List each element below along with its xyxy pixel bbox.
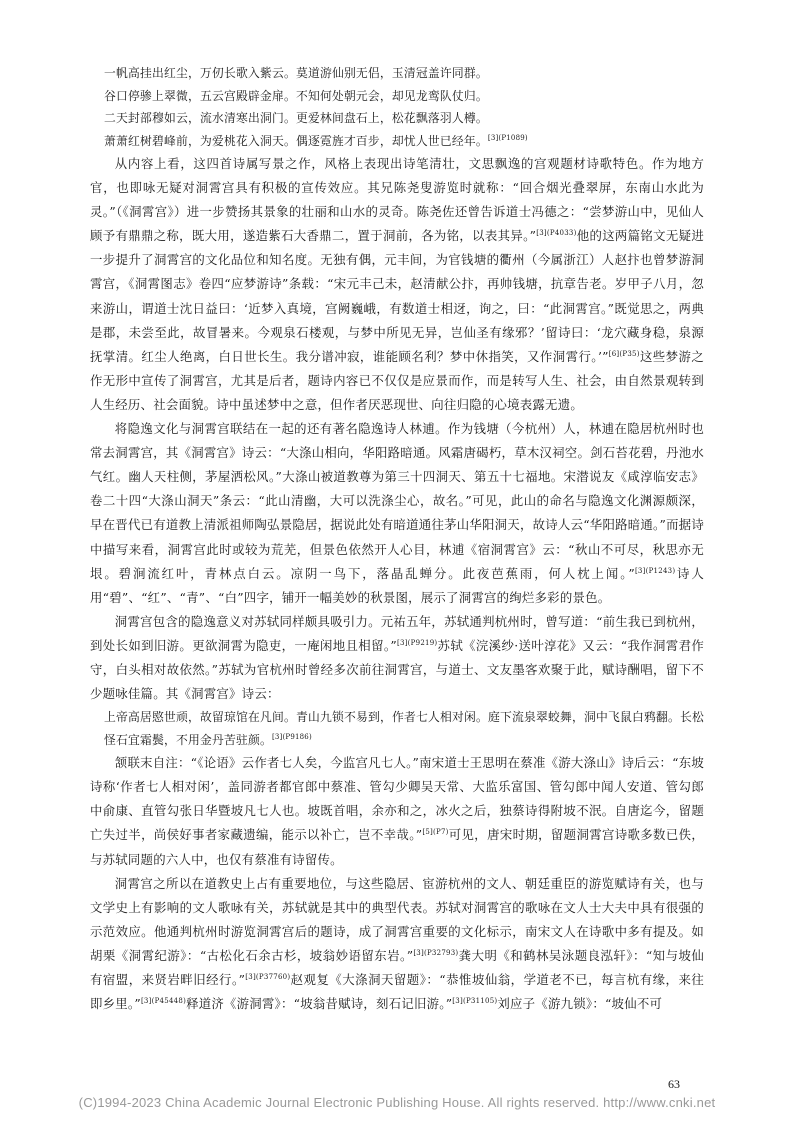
paragraph-text: 龚大明《和鹤林吴泳题良泓轩》：“知与坡仙有宿盟，来贤岩畔旧经行。” xyxy=(90,947,704,987)
citation-note: [3](P32793) xyxy=(413,948,459,957)
paragraph xyxy=(90,610,704,706)
paragraph xyxy=(90,417,704,610)
poem-line: 二天封部穆如云，流水清寒出洞门。更爱林间盘石上，松花飘落羽人樽。 xyxy=(104,111,488,125)
poem-line: 谷口停骖上翠微，五云宫殿辟金扉。不知何处朝元会，却见龙鸾队仗归。 xyxy=(104,88,488,103)
citation-note: [3](P9219) xyxy=(397,638,438,647)
copyright-footer: (C)1994-2023 China Academic Journal Electronic Publishing House. All rights reserved. http://www.cnki.net xyxy=(78,1095,716,1110)
quote-text: 上帝高居愍世顽，故留琼馆在凡间。青山九锁不易到，作者七人相对闲。庭下流泉翠蛟舞，洞中飞鼠白鸦翻。长松怪石宜霜鬓，不用金丹苦驻颜。 xyxy=(104,710,704,747)
citation-note: [6](P35) xyxy=(608,349,640,358)
paragraph-text: 将隐逸文化与洞霄宫联结在一起的还有著名隐逸诗人林逋。作为钱塘（今杭州）人，林逋在隐居杭州时也常去洞霄宫，其《洞霄宫》诗云：“大涤山相向，华阳路暗通。风霜唐碣朽，草木汉祠空。剑石苔花碧，丹池水气红。幽人天柱侧，茅屋洒松风。”大涤山被道教尊为第三十四洞天、第五十七福地。宋潜说友《咸淳临安志》卷二十四“大涤山洞天”条云：“此山清幽，大可以洗涤尘心，故名。”可见，此山的命名与隐逸文化渊源颇深，早在晋代已有道教上清派祖师陶弘景隐居，据说此处有暗道通往茅山华阳洞天，故诗人云“华阳路暗通。”而据诗中描写来看，洞霄宫此时或较为荒芜，但景色依然开人心目，林逋《宿洞霄宫》云：“秋山不可尽，秋思亦无垠。碧涧流红叶，青林点白云。凉阴一鸟下，落晶乱蝉分。此夜芭蕉雨，何人枕上闻。” xyxy=(90,421,704,581)
paragraph xyxy=(90,872,704,1017)
paragraph-text: 苏轼《浣溪纱·送叶淳花》又云：“我作洞霄君作守，白头相对故依然。”苏轼为官杭州时曾经多次前往洞霄宫，与道士、文友墨客欢聚于此，赋诗酬唱，留下不少题咏佳篇。其《洞霄宫》诗云： xyxy=(90,637,704,702)
citation-note: [3](P1243) xyxy=(634,566,676,575)
citation-note: [3](P4033) xyxy=(536,229,577,238)
poem-line: 一帆高挂出红尘，万仞长歌入紫云。莫道游仙别无侣，玉清冠盖许同群。 xyxy=(104,66,488,80)
paragraph-text: 他的这两篇铭文无疑进一步提升了洞霄宫的文化品位和知名度。无独有偶，元丰间，为官钱塘的衢州（今属浙江）人赵抃也曾梦游洞霄宫，《洞霄图志》卷四“应梦游诗”条载：“宋元丰己未，赵清献公抃，再帅钱塘，抗章告老。岁甲子八月，忽来游山，谓道士沈日益曰：‘近梦入真境，宫阙巍峨，有数道士相迓，询之，曰：“此洞霄宫。”既觉思之，两典是郡，未尝至此，故冒暑来。今观泉石楼观，与梦中所见无异，岂仙圣有缘邪？’留诗曰：‘龙穴藏身稳，泉源抚掌清。红尘人绝离，白日世长生。我分谱冲寂，谁能顾名利？梦中休指笑，又作洞霄行。’” xyxy=(90,228,705,364)
citation-note: [3](P1089) xyxy=(487,133,528,142)
paragraph-text: 这些梦游之作无形中宣传了洞霄宫，尤其是后者，题诗内容已不仅仅是应景而作，而是转写人生、社会，由自然景观转到人生经历、社会面貌。诗中虽述梦中之意，但作者厌恶现世、向往归隐的心境表露无遗。 xyxy=(90,348,705,412)
paragraph-text: 洞霄宫包含的隐逸意义对苏轼同样颇具吸引力。元祐五年，苏轼通判杭州时，曾写道：“前生我已到杭州，到处长如到旧游。更欲洞霄为隐吏，一庵闲地且相留。” xyxy=(90,613,704,653)
paragraph-text: 从内容上看，这四首诗属写景之作，风格上表现出诗笔清壮，文思飘逸的宫观题材诗歌特色。作为地方官，也即咏无疑对洞霄宫具有积极的宣传效应。其兄陈尧叟游览时就称：“回合烟光叠翠屏，东南山水此为灵。”（《洞霄宫》）进一步赞扬其景象的壮丽和山水的灵奇。陈尧佐还曾告诉道士冯德之：“尝梦游山中，见仙人顾予有鼎鼎之称，既大用，遂造紫石大香鼎二，置于洞前，各为铭，以表其异。” xyxy=(90,156,704,244)
citation-note: [3](P31105) xyxy=(452,997,498,1006)
page-number: 63 xyxy=(668,1077,680,1091)
poem-line xyxy=(90,130,704,153)
citation-note: [5](P7) xyxy=(422,828,449,837)
citation-note: [3](P9186) xyxy=(271,732,312,741)
citation-note: [3](P45448) xyxy=(140,997,187,1006)
paragraph-text: 洞霄宫之所以在道教史上占有重要地位，与这些隐居、宦游杭州的文人、朝廷重臣的游览赋诗有关，也与文学史上有影响的文人歌咏有关，苏轼就是其中的典型代表。苏轼对洞霄宫的歌咏在文人士大夫中具有很强的示范效应。他通判杭州时游览洞霄宫后的题诗，成了洞霄宫重要的文化标示，南宋文人在诗歌中多有提及。如胡栗《洞霄纪游》：“古松化石余古杉，坡翁妙语留东岩。” xyxy=(90,875,704,963)
paragraph-text: 可见，唐宋时期，留题洞霄宫诗歌多数已佚，与苏轼同题的六人中，也仅有蔡准有诗留传。 xyxy=(90,827,704,867)
paragraph-text: 释道济《游洞霄》：“坡翁昔赋诗，刻石记旧游。” xyxy=(186,996,453,1012)
poem-text: 萧萧红树碧峰前，为爱桃花入洞天。偶逐霓旌才百步，却忧人世已经年。 xyxy=(104,133,488,148)
paragraph-text: 诗人用“碧”、“红”、“青”、“白”四字，铺开一幅美妙的秋景图，展示了洞霄宫的绚烂多彩的景色。 xyxy=(90,565,705,605)
paragraph-text: 刘应子《游九锁》：“坡仙不可 xyxy=(497,996,663,1012)
poem-quote xyxy=(90,706,704,751)
citation-note: [3](P37760) xyxy=(245,973,291,981)
paragraph-text: 颔联末自注：“《论语》云作者七人矣，今监宫凡七人。”南宋道士王思明在蔡准《游大涤山》诗后云：“东坡诗称‘作者七人相对闲’，盖同游者都官郎中蔡准、管勾少卿吴天常、大监乐富国、管勾郎中闻人安道、管勾郎中俞康、直管勾张日华暨坡凡七人也。坡既首唱，余亦和之，冰火之后，独蔡诗得附坡不泯。自唐迄今，留题亡失过半，尚侯好事者家藏遗编，能示以补亡，岂不幸哉。” xyxy=(90,755,704,843)
paragraph xyxy=(90,152,704,417)
paragraph xyxy=(90,751,704,871)
article-body xyxy=(90,62,704,1016)
paragraph-text: 赵观复《大涤洞天留题》：“恭惟坡仙翁，学道老不已，每言杭有缘，来往即乡里。” xyxy=(90,972,705,1012)
